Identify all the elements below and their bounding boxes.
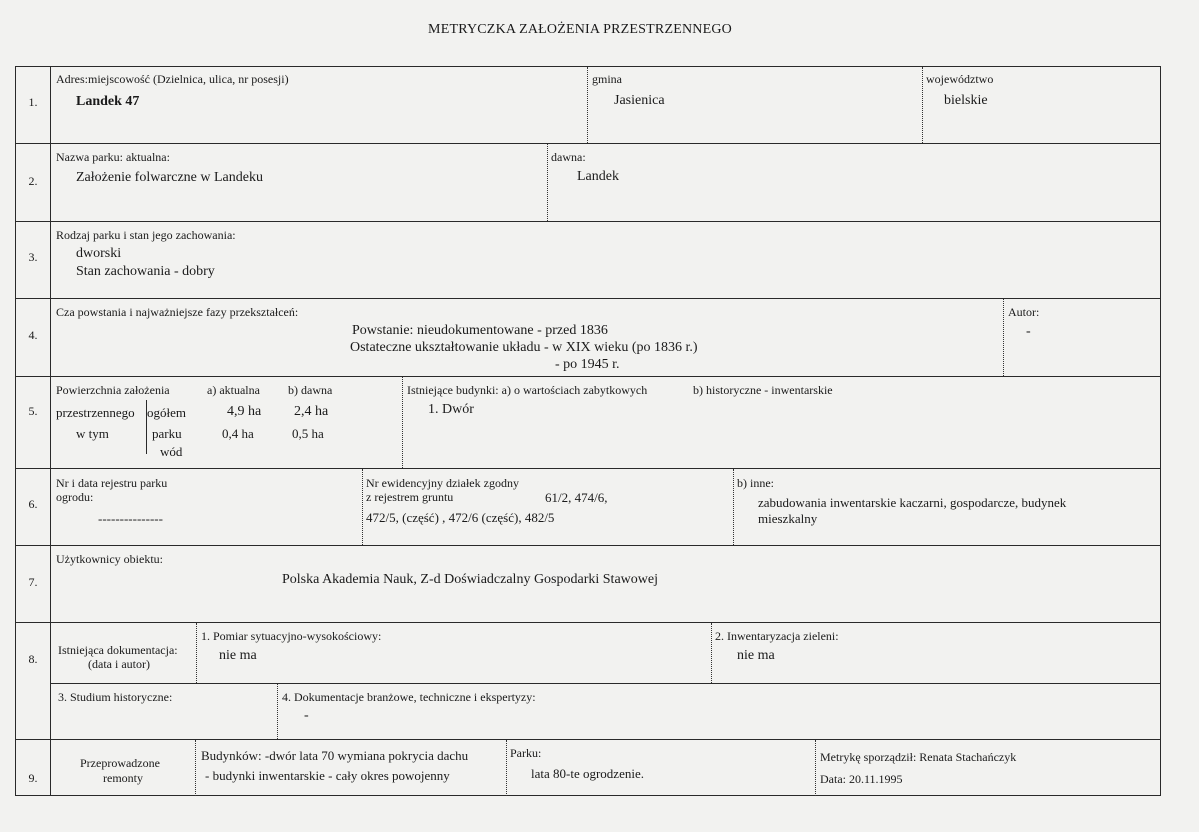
dokumentacje-value: - bbox=[304, 708, 309, 723]
number-column-divider bbox=[50, 66, 51, 796]
inne-value-1: zabudowania inwentarskie kaczarni, gospodarcze, budynek bbox=[758, 495, 1067, 510]
row-number: 5. bbox=[28, 404, 38, 418]
row-number: 2. bbox=[28, 174, 38, 188]
parku-aktualna-value: 0,4 ha bbox=[222, 426, 254, 441]
col-divider bbox=[362, 469, 363, 545]
gmina-value: Jasienica bbox=[614, 93, 665, 108]
col-divider bbox=[1003, 299, 1004, 376]
parku-label: parku bbox=[152, 426, 182, 441]
budynki-historyczne-label: b) historyczne - inwentarskie bbox=[693, 383, 833, 397]
studium-label: 3. Studium historyczne: bbox=[58, 690, 173, 704]
budynkow-line-1: Budynków: -dwór lata 70 wymiana pokrycia dachu bbox=[201, 748, 469, 763]
uzytkownicy-value: Polska Akademia Nauk, Z-d Doświadczalny Gospodarki Stawowej bbox=[282, 572, 658, 587]
wod-label: wód bbox=[160, 444, 183, 459]
row-divider bbox=[15, 545, 1161, 546]
faza-po-1945-value: - po 1945 r. bbox=[555, 357, 620, 372]
row-divider bbox=[15, 468, 1161, 469]
inwentaryzacja-label: 2. Inwentaryzacja zieleni: bbox=[715, 629, 839, 643]
metryka-sporzadzil: Metrykę sporządził: Renata Stachańczyk bbox=[820, 750, 1017, 764]
row-number: 6. bbox=[28, 497, 38, 511]
rejestr-label-2: ogrodu: bbox=[56, 490, 94, 504]
gmina-label: gmina bbox=[592, 72, 622, 86]
remonty-label: Przeprowadzone bbox=[80, 756, 160, 770]
przestrzennego-label: przestrzennego bbox=[56, 405, 135, 420]
rejestr-value: --------------- bbox=[98, 511, 163, 526]
parku-remont-label: Parku: bbox=[510, 746, 542, 760]
dawna-label: dawna: bbox=[551, 150, 586, 164]
dzialki-value-2: 472/5, (część) , 472/6 (część), 482/5 bbox=[366, 510, 555, 525]
parku-dawna-value: 0,5 ha bbox=[292, 426, 324, 441]
dawna-value: Landek bbox=[577, 169, 619, 184]
budynki-label: Istniejące budynki: a) o wartościach zabytkowych bbox=[407, 383, 648, 397]
page-title: METRYCZKA ZAŁOŻENIA PRZESTRZENNEGO bbox=[428, 22, 732, 37]
col-divider bbox=[587, 67, 588, 143]
remonty-label-2: remonty bbox=[103, 771, 143, 785]
aktualna-header: a) aktualna bbox=[207, 383, 260, 397]
col-divider bbox=[547, 144, 548, 221]
col-divider bbox=[922, 67, 923, 143]
col-divider bbox=[196, 623, 197, 683]
row-divider bbox=[15, 221, 1161, 222]
row-divider bbox=[15, 143, 1161, 144]
rejestr-label: Nr i data rejestru parku bbox=[56, 476, 168, 490]
ogolem-aktualna-value: 4,9 ha bbox=[227, 404, 262, 419]
row-divider bbox=[15, 622, 1161, 623]
wojewodztwo-label: województwo bbox=[926, 72, 994, 86]
col-divider bbox=[277, 684, 278, 739]
pomiar-label: 1. Pomiar sytuacyjno-wysokościowy: bbox=[201, 629, 382, 643]
wojewodztwo-value: bielskie bbox=[944, 93, 988, 108]
row-number: 1. bbox=[28, 95, 38, 109]
nazwa-parku-value: Założenie folwarczne w Landeku bbox=[76, 170, 263, 185]
autor-value: - bbox=[1026, 324, 1031, 339]
col-divider bbox=[506, 740, 507, 796]
budynki-value: 1. Dwór bbox=[428, 402, 474, 417]
row-divider bbox=[50, 683, 1161, 684]
parku-remont-value: lata 80-te ogrodzenie. bbox=[531, 766, 644, 781]
dawna-header: b) dawna bbox=[288, 383, 333, 397]
dzialki-value-1: 61/2, 474/6, bbox=[545, 490, 608, 505]
col-divider bbox=[402, 377, 403, 468]
row-number: 4. bbox=[28, 328, 38, 342]
adres-label: Adres:miejscowość (Dzielnica, ulica, nr posesji) bbox=[56, 72, 289, 86]
col-divider bbox=[195, 740, 196, 796]
nazwa-parku-label: Nazwa parku: aktualna: bbox=[56, 150, 170, 164]
row-number: 3. bbox=[28, 250, 38, 264]
col-divider bbox=[815, 740, 816, 796]
fazy-label: Cza powstania i najważniejsze fazy przekształceń: bbox=[56, 305, 299, 319]
inne-value-2: mieszkalny bbox=[758, 511, 818, 526]
ogolem-dawna-value: 2,4 ha bbox=[294, 404, 329, 419]
dokumentacje-label: 4. Dokumentacje branżowe, techniczne i ekspertyzy: bbox=[282, 690, 536, 704]
uzytkownicy-label: Użytkownicy obiektu: bbox=[56, 552, 163, 566]
dokumentacja-label-2: (data i autor) bbox=[88, 657, 150, 671]
col-divider bbox=[711, 623, 712, 683]
uksztaltowanie-value: Ostateczne ukształtowanie układu - w XIX wieku (po 1836 r.) bbox=[350, 340, 698, 355]
row-divider bbox=[15, 298, 1161, 299]
ogolem-label: ogółem bbox=[147, 405, 186, 420]
row-divider bbox=[15, 739, 1161, 740]
col-divider bbox=[733, 469, 734, 545]
dzialki-label-2: z rejestrem gruntu bbox=[366, 490, 454, 504]
powierzchnia-label: Powierzchnia założenia bbox=[56, 383, 170, 397]
row-number: 8. bbox=[28, 652, 38, 666]
dokumentacja-label: Istniejąca dokumentacja: bbox=[58, 643, 178, 657]
row-divider bbox=[15, 376, 1161, 377]
budynkow-line-2: - budynki inwentarskie - cały okres powojenny bbox=[205, 768, 450, 783]
inwentaryzacja-value: nie ma bbox=[737, 648, 775, 663]
inne-label: b) inne: bbox=[737, 476, 774, 490]
row-number: 9. bbox=[28, 771, 38, 785]
stan-zachowania-value: Stan zachowania - dobry bbox=[76, 264, 215, 279]
adres-value: Landek 47 bbox=[76, 94, 140, 109]
data-sporzadzenia: Data: 20.11.1995 bbox=[820, 772, 903, 786]
rodzaj-parku-label: Rodzaj parku i stan jego zachowania: bbox=[56, 228, 236, 242]
rodzaj-parku-value: dworski bbox=[76, 246, 122, 261]
dzialki-label: Nr ewidencyjny działek zgodny bbox=[366, 476, 519, 490]
pomiar-value: nie ma bbox=[219, 648, 257, 663]
autor-label: Autor: bbox=[1008, 305, 1040, 319]
w-tym-label: w tym bbox=[76, 426, 109, 441]
powstanie-value: Powstanie: nieudokumentowane - przed 1836 bbox=[352, 323, 608, 338]
row-number: 7. bbox=[28, 575, 38, 589]
